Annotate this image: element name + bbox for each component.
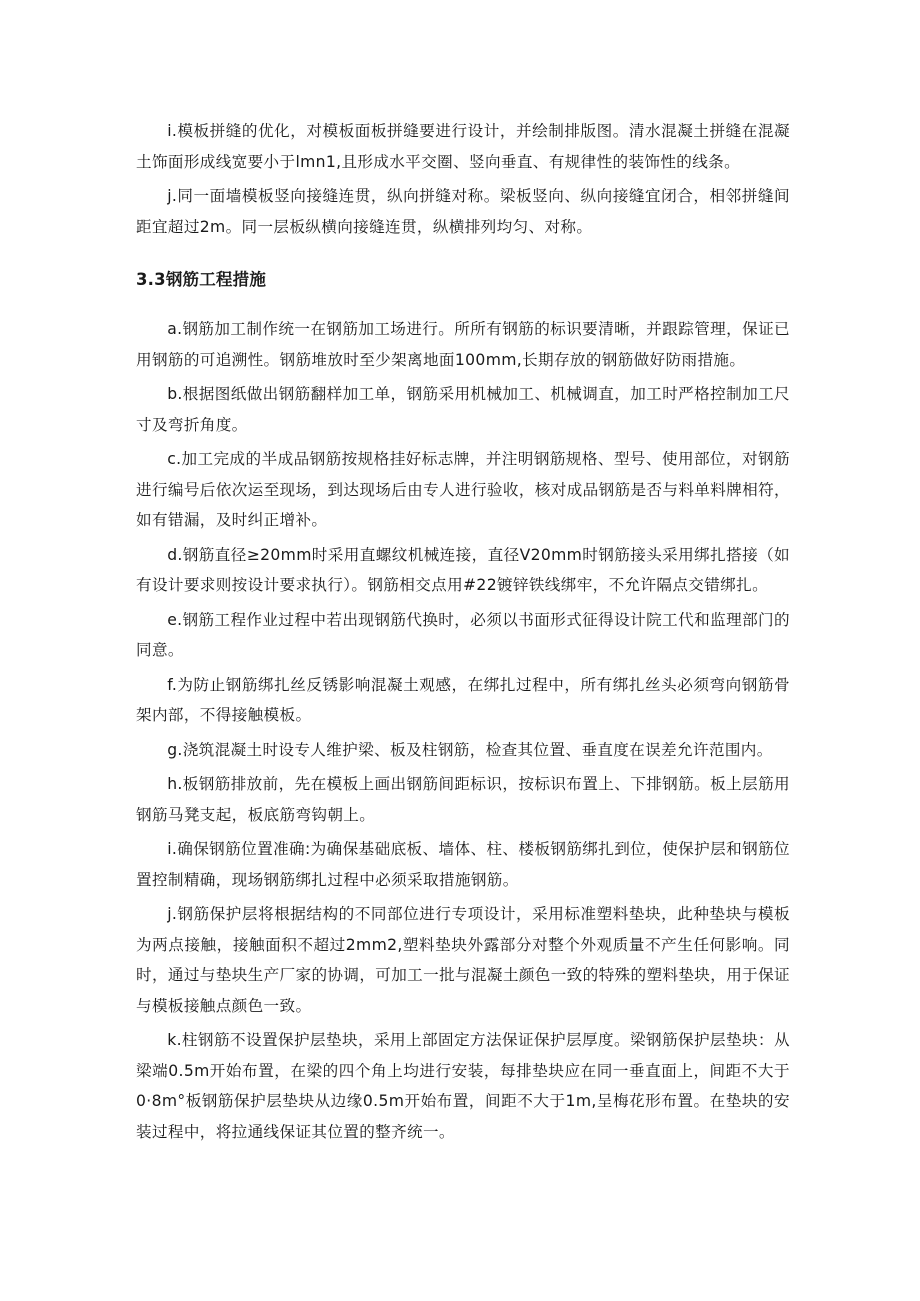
paragraph-j: j.钢筋保护层将根据结构的不同部位进行专项设计，采用标准塑料垫块，此种垫块与模板为两点接触，接触面积不超过2mm2,塑料垫块外露部分对整个外观质量不产生任何影响。同时，通过与垫块生产厂家的协调，可加工一批与混凝土颜色一致的特殊的塑料垫块，用于保证与模板接触点颜色一致。 [136,905,790,1015]
paragraph-c: c.加工完成的半成品钢筋按规格挂好标志牌，并注明钢筋规格、型号、使用部位，对钢筋进行编号后依次运至现场，到达现场后由专人进行验收，核对成品钢筋是否与料单料牌相符，如有错漏，及时纠正增补。 [136,450,790,529]
paragraph-g: g.浇筑混凝土时设专人维护梁、板及柱钢筋，检查其位置、垂直度在误差允许范围内。 [167,740,773,759]
paragraph-i-formwork-seams: i.模板拼缝的优化，对模板面板拼缝要进行设计，并绘制排版图。清水混凝土拼缝在混凝土饰面形成线宽要小于lmn1,且形成水平交圈、竖向垂直、有规律性的装饰性的线条。 [136,122,790,171]
paragraph-i: i.确保钢筋位置准确:为确保基础底板、墙体、柱、楼板钢筋绑扎到位，使保护层和钢筋位置控制精确，现场钢筋绑扎过程中必须采取措施钢筋。 [136,840,790,889]
paragraph-j-wall-formwork: j.同一面墙模板竖向接缝连贯，纵向拼缝对称。梁板竖向、纵向接缝宜闭合，相邻拼缝间距宜超过2m。同一层板纵横向接缝连贯，纵横排列均匀、对称。 [136,187,790,236]
paragraph-b: b.根据图纸做出钢筋翻样加工单，钢筋采用机械加工、机械调直，加工时严格控制加工尺寸及弯折角度。 [136,385,790,434]
paragraph-h: h.板钢筋排放前，先在模板上画出钢筋间距标识，按标识布置上、下排钢筋。板上层筋用钢筋马凳支起，板底筋弯钩朝上。 [136,775,790,824]
paragraph-f: f.为防止钢筋绑扎丝反锈影响混凝土观感，在绑扎过程中，所有绑扎丝头必须弯向钢筋骨架内部，不得接触模板。 [136,675,790,724]
document-body [136,116,790,1147]
paragraph-a: a.钢筋加工制作统一在钢筋加工场进行。所所有钢筋的标识要清晰，并跟踪管理，保证已用钢筋的可追溯性。钢筋堆放时至少架离地面100mm,长期存放的钢筋做好防雨措施。 [136,320,790,369]
paragraph-k: k.柱钢筋不设置保护层垫块，采用上部固定方法保证保护层厚度。梁钢筋保护层垫块：从梁端0.5m开始布置，在梁的四个角上均进行安装，每排垫块应在同一垂直面上，间距不大于0·8m°板钢筋保护层垫块从边缘0.5m开始布置，间距不大于1m,呈梅花形布置。在垫块的安装过程中，将拉通线保证其位置的整齐统一。 [136,1031,790,1141]
section-heading: 3.3钢筋工程措施 [136,270,267,289]
paragraph-d: d.钢筋直径≥20mm时采用直螺纹机械连接，直径V20mm时钢筋接头采用绑扎搭接（如有设计要求则按设计要求执行）。钢筋相交点用#22镀锌铁线绑牢，不允许隔点交错绑扎。 [136,545,790,594]
paragraph-e: e.钢筋工程作业过程中若出现钢筋代换时，必须以书面形式征得设计院工代和监理部门的同意。 [136,610,790,659]
